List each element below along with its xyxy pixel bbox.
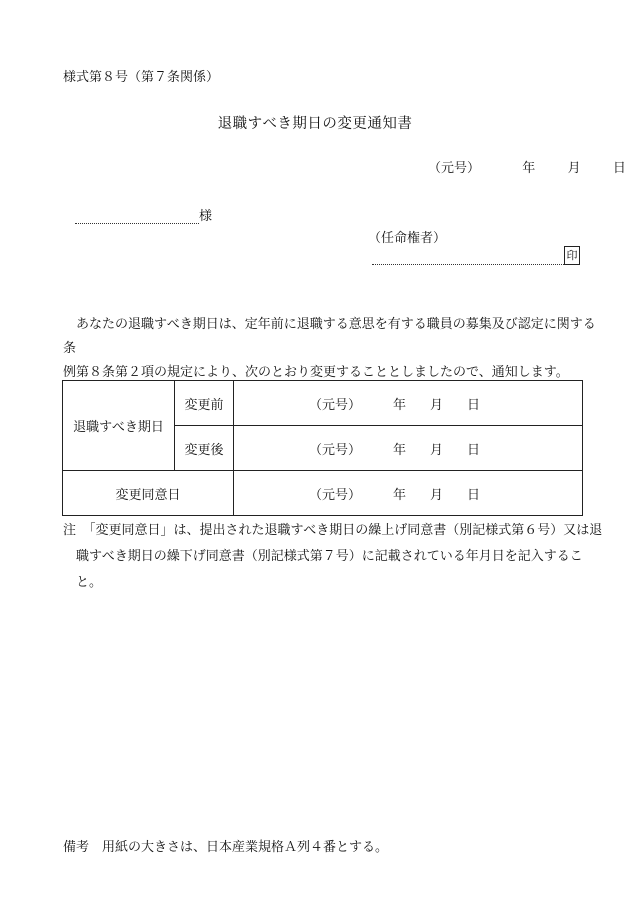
form-number: 様式第８号（第７条関係） — [63, 70, 220, 85]
note-line-1: 注 「変更同意日」は、提出された退職すべき期日の繰上げ同意書（別記様式第６号）又は退 — [63, 523, 603, 538]
before-change-date[interactable]: （元号） 年 月 日 — [309, 397, 481, 413]
addressee-suffix: 様 — [199, 209, 213, 224]
note-line-2: 職すべき期日の繰下げ同意書（別記様式第７号）に記載されている年月日を記入すること。 — [76, 549, 583, 590]
label-after-change: 変更後 — [184, 442, 224, 458]
notice-date — [428, 157, 626, 176]
appointer-name-line[interactable] — [372, 254, 564, 265]
remark: 備考 用紙の大きさは、日本産業規格Ａ列４番とする。 — [63, 840, 389, 855]
document-title: 退職すべき期日の変更通知書 — [217, 116, 413, 132]
label-consent-date: 変更同意日 — [115, 487, 181, 503]
consent-date[interactable]: （元号） 年 月 日 — [309, 487, 481, 503]
body-line-1: あなたの退職すべき期日は、定年前に退職する意思を有する職員の募集及び認定に関する条 — [63, 317, 596, 356]
date-change-table — [62, 380, 583, 516]
addressee — [75, 205, 212, 224]
after-change-date[interactable]: （元号） 年 月 日 — [309, 442, 481, 458]
addressee-name-line[interactable] — [75, 213, 199, 224]
date-year: 年 — [522, 161, 536, 176]
appointer-label: （任命権者） — [368, 231, 447, 246]
appointer-signature — [372, 246, 580, 265]
date-day: 日 — [612, 161, 626, 176]
body-line-2: 例第８条第２項の規定により、次のとおり変更することとしましたので、通知します。 — [63, 365, 569, 380]
notice-body — [63, 313, 603, 385]
note — [63, 518, 603, 596]
row-header-retirement-date: 退職すべき期日 — [73, 420, 164, 435]
date-month: 月 — [567, 161, 581, 176]
date-era: （元号） — [428, 161, 481, 176]
seal-mark: 印 — [564, 246, 580, 265]
label-before-change: 変更前 — [184, 397, 224, 413]
